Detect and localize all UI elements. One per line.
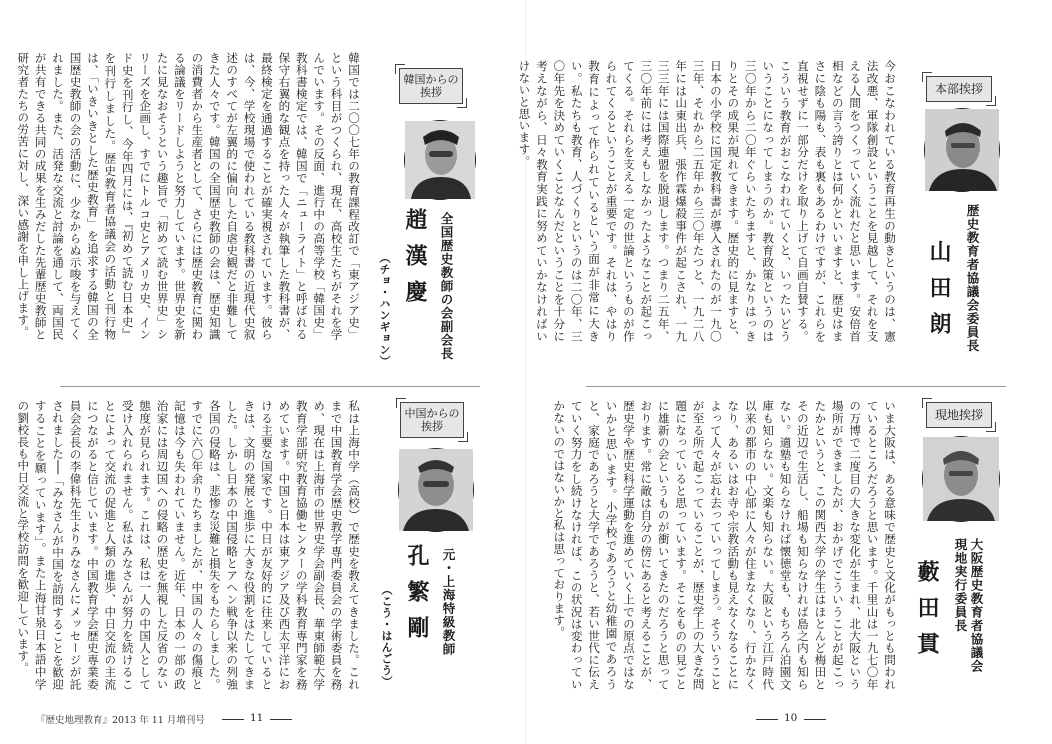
genchi-greeting-body: いま大阪は、ある意味で歴史と文化がもっとも問われているところだろうと思います。千里山は一九七〇年の万博で二度目の大きな変化が生まれ、北大阪という場所ができましたが、おかげでこういうことが起こったかというと、この関西大学の学生はほとんど梅田とその近辺で生活し、船場も知らなければ島之内も知らない。適塾も知らなければ懐徳堂も、もちろん泊園文庫も知らない。文楽も知らない。大阪という江戸時代以来の都市の中心部に人々が住まなくなり、行かなくなり、あるいはお寺や宗教活動も見えなくなることによって人々が忘れ去っていってしまう。そういうことが至る所で起こっていることが、歴史学上の大きな問題になっていると思っています。そこをものの見ごとに雄新の会というものが衝いてきたのだろうと思っております。常に敵は自分の傍にあると考えることが、歴史学や歴史科学運動を進めていく上での原点ではないかと思います。小学校であろうと幼稚園であろうと、家庭であろうと大学であろうと、若い世代に伝えていく努力をし続けなければ、この状況は変わっていかないのではないかと私は思っております。: [552, 400, 897, 690]
korea-greeting-label-text: 韓国からの 挨拶: [403, 73, 459, 99]
china-speaker-name: 孔繁剛: [404, 544, 429, 652]
china-greeting-label-text: 中国からの 挨拶: [404, 407, 460, 433]
genchi-speaker-name: 藪田貫: [914, 560, 939, 668]
portrait-photo-icon: [923, 437, 999, 521]
right-page: [517, 0, 1052, 744]
section-divider: [586, 386, 1006, 387]
section-divider: [60, 386, 480, 387]
china-greeting-body: 私は上海中学（高校）で歴史を教えてきました。これまで中国教育学会歴史教学専門委員会の学術委員を務め、現在は上海市の世界史学会副会長、華東師範大学教育学部研究教育協働センターの学科教育専門家を務めています。中国と日本は東アジア及び西太平洋における主要な国家です。中日が友好的に往来しているときは、文明の発展と進歩に大きな役割をはたしてきました。しかし日本の中国侵略とアヘン戦争以来の列強各国の侵略は、悲惨な災難と損失をもたらしました。すでに六〇年余りたちましたが、中国の人々の傷痕と記憶は今も失われていません。近年、日本の一部の政治家には周辺国への侵略の歴史を無視した反省のない態度が見られます。これは、私は一人の中国人として受け入れられません。私はみなさんが努力を続けることによって交流の促進と人類の進歩、中日交流の主流につながると信じています。中国教育学会歴史専業委員会会長の李偉科先生よりみなさんにメッセージが託されました──「みなさんが中国を訪問することを歓迎することを願っています」。また上海甘泉日本語中学の劉校長も中日交流と学校訪問を歓迎しています。: [16, 400, 361, 690]
china-speaker-portrait: [398, 448, 474, 532]
honbu-greeting-label: [926, 76, 992, 102]
portrait-photo-icon: [405, 121, 475, 199]
korea-greeting-body: 韓国では二〇〇七年の教育課程改訂で「東アジア史」という科目がつくられ、現在、高校生たちがそれを学んでいます。その反面、進行中の高等学校「韓国史」教科書検定では、韓国で「ニューライト」と呼ばれる保守右翼的な観点を持った人々が執筆した教科書が、最終検定を通過することが確実視されています。彼らは、今、学校現場で使われている教科書の近現代史叙述のすべてが左翼的に偏向した自虐史観だと非難してきた人々です。韓国の全国歴史教師の会は、歴史知識の消費者から生産者として、さらには歴史教育に関わる論議をリードしようと努力しています。世界史を新たに見なおそうという趣旨で「初めて読む世界史」シリーズを企画し、すでにトルコ史とアメリカ史、インド史を刊行し、今年四月には、『初めて読む日本史』を刊行しました。歴史教育者協議会の活動と刊行物は、「いきいきとした歴史教育」を追求する韓国の全国歴史教師の会の活動に、少なからぬ示唆を与えてくれました。また、活発な交流と討論を通して、両国民が共有できる共同の成果を生みだした先輩歴史教師と研究者たちの労苦に対し、深い感謝を申し上げます。: [16, 52, 361, 340]
honbu-greeting-body: 今おこなわれている教育再生の動きというのは、憲法改悪、軍隊創設ということを見越して、それを支える人間をつくっていく流れだと思います。安倍首相などの言う誇りとは何かといいますと、歴史はまさに陰も陽も、表も裏もあるわけですが、これらを直視せずに一部分だけを取り上げて自画自賛する。こういう教育がおこなわれていくと、いったいどういうことになってしまうのか。教育政策というのは三〇年から二〇年ぐらいたちますと、かなりはっきりとその成果が現れてきます。歴史的に見ますと、日本の小学校に国定教科書が導入されたのが一九〇三年、それから二五年から三〇年たつと、一九二八年には山東出兵、張作霖爆殺事件が起こされ、一九三三年には国際連盟を脱退します。つまり二五年、三〇年前には考えもしなかったようなことが起こってくる。それらを支える一定の世論というものが作られてくるということが重要です。それは、やはり教育によって作られているという面が非常に大きい。私たちも教育、人づくりというのは二〇年、三〇年先を決めていくことなんだということを十分に考えながら、日々教育実践に努めていかなければいけないと思います。: [517, 60, 897, 342]
honbu-speaker-name: 山田朗: [926, 240, 951, 348]
china-speaker-reading: （こう・はんごう）: [380, 584, 393, 688]
honbu-speaker-portrait: [924, 108, 1000, 192]
korea-greeting-label: [399, 68, 463, 104]
folio-dash-right: [270, 719, 292, 720]
genchi-greeting-label: [926, 402, 992, 428]
page-number-left: 11: [250, 712, 264, 724]
korea-speaker-title: 全国歴史教師の会副会長: [439, 212, 454, 361]
korea-speaker-reading: （チョ・ハンギョン）: [378, 252, 391, 367]
folio-dash-left: [756, 719, 778, 720]
folio-dash-right: [804, 719, 826, 720]
portrait-photo-icon: [399, 449, 473, 531]
china-speaker-title: 元・上海特級教師: [441, 548, 456, 656]
honbu-speaker-title: 歴史教育者協議会委員長: [965, 204, 980, 353]
korea-speaker-portrait: [404, 120, 476, 200]
genchi-speaker-portrait: [922, 436, 1000, 522]
genchi-greeting-label-text: 現地挨拶: [934, 407, 983, 422]
portrait-photo-icon: [925, 109, 999, 191]
genchi-speaker-title: 大阪歴史教育者協議会 現地実行委員長: [953, 538, 984, 673]
publication-footer: 『歴史地理教育』2013 年 11 月増刊号: [36, 715, 205, 726]
honbu-greeting-label-text: 本部挨拶: [934, 81, 983, 96]
page-number-right: 10: [784, 712, 798, 724]
folio-dash-left: [222, 719, 244, 720]
china-greeting-label: [400, 402, 464, 438]
korea-speaker-name: 趙漢慶: [402, 208, 427, 316]
